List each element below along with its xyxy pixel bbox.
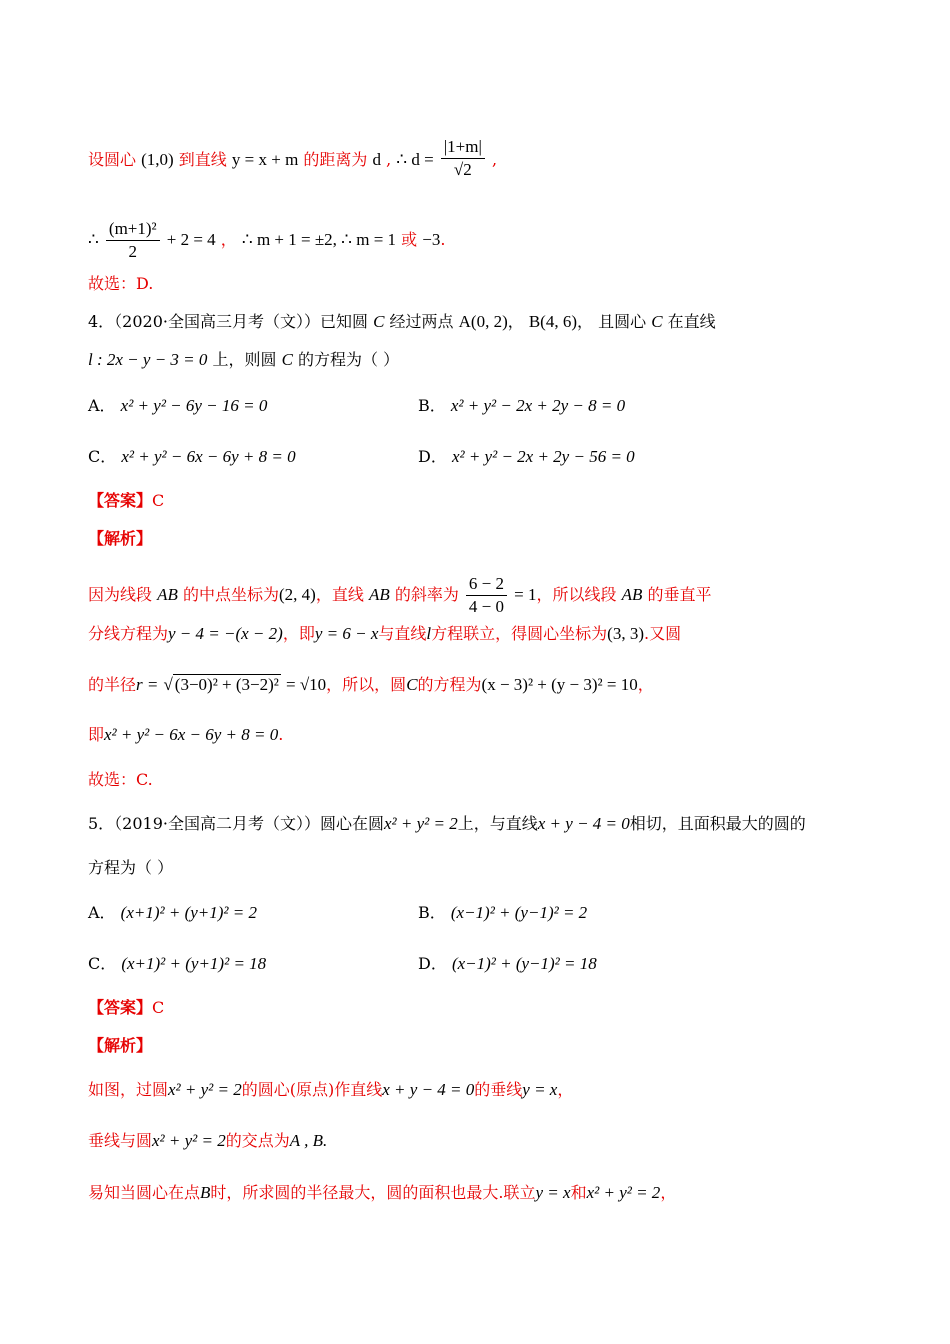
- answer-value: C: [152, 998, 165, 1017]
- q5-sol-line1: [88, 1080, 573, 1100]
- option-label: C．: [88, 447, 117, 466]
- option-math: x² + y² − 6x − 6y + 8 = 0: [121, 447, 296, 466]
- q4-analysis-tag: [88, 529, 152, 549]
- sqrt-symbol: √: [163, 675, 173, 694]
- fraction-denominator: 2: [128, 242, 138, 261]
- math: (3, 3): [607, 624, 644, 643]
- text: .又圆: [643, 624, 682, 643]
- math: d: [372, 150, 381, 169]
- math: ∴: [88, 230, 99, 249]
- math: x² + y² = 2: [586, 1183, 661, 1202]
- q5-stem-line1: [88, 814, 806, 834]
- stem-text: 5．（2019·全国高二月考（文））圆心在圆: [88, 814, 384, 833]
- math: ∴ d =: [396, 150, 434, 169]
- option-label: A．: [88, 903, 116, 922]
- text: 和: [570, 1183, 587, 1202]
- sol3-line1: 设圆心 (1,0) 到直线 y = x + m 的距离为 d , ∴ d = $\frac{|1+m|}{√2}$ ,: [88, 137, 498, 179]
- q5-sol-line3: [88, 1183, 676, 1203]
- q4-sol-line1: [88, 573, 711, 618]
- text: 的垂线: [474, 1080, 523, 1099]
- text: ，直线: [315, 585, 364, 604]
- q4-sol-line4: [88, 725, 283, 745]
- text: 分线方程为: [88, 624, 169, 643]
- text: 的交点为: [225, 1131, 290, 1150]
- option-label: B．: [418, 903, 446, 922]
- q4-option-c: [88, 447, 296, 467]
- q5-analysis-tag: [88, 1036, 152, 1056]
- option-label: B．: [418, 396, 446, 415]
- math: x² + y² − 6x − 6y + 8 = 0: [104, 725, 279, 744]
- text: ，所以线段: [536, 585, 617, 604]
- answer-tag: 【答案】: [88, 998, 153, 1017]
- math: (2, 4): [279, 585, 316, 604]
- math: x + y − 4 = 0: [537, 814, 630, 833]
- text: 或: [401, 230, 418, 249]
- fraction-denominator: √2: [453, 160, 472, 179]
- text: 的距离为: [303, 150, 368, 169]
- answer-tag: 【答案】: [88, 491, 153, 510]
- math: r =: [136, 675, 159, 694]
- analysis-tag: 【解析】: [88, 1036, 153, 1055]
- math: y = x: [535, 1183, 571, 1202]
- answer-value: C: [152, 491, 165, 510]
- q4-stem-line1: 4．（2020·全国高三月考（文））已知圆 C 经过两点 A(0, 2)， B(4, 6)， 且圆心 C 在直线: [88, 312, 716, 331]
- option-label: D．: [418, 447, 447, 466]
- text: 的斜率为: [394, 585, 459, 604]
- q5-option-a: [88, 903, 257, 923]
- math: x² + y² = 2: [152, 1131, 226, 1150]
- q4-conclusion: 故选：C.: [88, 770, 153, 789]
- q4-sol-line2: [88, 624, 681, 644]
- stem-text: 相切，且面积最大的圆的: [629, 814, 806, 833]
- stem-text: 在直线: [667, 312, 716, 331]
- q5-option-d: [418, 954, 597, 974]
- math: A(0, 2): [458, 312, 508, 331]
- text: 如图，过圆: [88, 1080, 169, 1099]
- fraction: [106, 218, 160, 263]
- math: C: [406, 675, 418, 694]
- q4-option-d: [418, 447, 635, 467]
- math: = 1: [514, 585, 537, 604]
- analysis-tag: 【解析】: [88, 529, 153, 548]
- option-math: (x+1)² + (y+1)² = 18: [121, 954, 267, 973]
- q4-option-a: [88, 396, 267, 416]
- math: −3: [422, 230, 441, 249]
- text: 的垂直平: [647, 585, 712, 604]
- text: ，: [637, 675, 654, 694]
- text: ，即: [282, 624, 315, 643]
- option-math: (x−1)² + (y−1)² = 2: [450, 903, 588, 922]
- stem-text: 经过两点: [389, 312, 454, 331]
- text: 方程联立，得圆心坐标为: [431, 624, 608, 643]
- q4-stem-line2: [88, 350, 399, 370]
- text: .: [278, 725, 284, 744]
- fraction-denominator: 4 − 0: [468, 597, 505, 616]
- math: (3−0)² + (3−2)²: [174, 675, 279, 694]
- q4-sol-line3: [88, 675, 654, 695]
- option-math: x² + y² − 6y − 16 = 0: [120, 396, 268, 415]
- text: 易知当圆心在点: [88, 1183, 201, 1202]
- math: x² + y² = 2: [384, 814, 458, 833]
- text: ，所以，圆: [326, 675, 407, 694]
- math: AB: [157, 585, 178, 604]
- math: y = 6 − x: [314, 624, 379, 643]
- text: 时，所求圆的半径最大，圆的面积也最大.联立: [210, 1183, 536, 1202]
- text: 因为线段: [88, 585, 153, 604]
- math: l : 2x − y − 3 = 0: [88, 350, 208, 369]
- text: 到直线: [178, 150, 227, 169]
- text: ，: [660, 1183, 677, 1202]
- text: 的圆心(原点)作直线: [241, 1080, 383, 1099]
- math: B(4, 6): [528, 312, 578, 331]
- math: y − 4 = −(x − 2): [168, 624, 283, 643]
- math: y = x: [522, 1080, 558, 1099]
- q4-answer: [88, 491, 164, 511]
- text: 即: [88, 725, 105, 744]
- q5-sol-line2: [88, 1131, 327, 1151]
- math: AB: [368, 585, 390, 604]
- math: x² + y² = 2: [168, 1080, 242, 1099]
- stem-text: 上，与直线: [457, 814, 538, 833]
- math: (1,0): [141, 150, 174, 169]
- q5-option-c: [88, 954, 266, 974]
- text: 的方程为: [417, 675, 482, 694]
- math: AB: [621, 585, 643, 604]
- q5-answer: [88, 998, 164, 1018]
- sol3-line2: ∴ $\frac{\text{(m+1)²}}{2}$ + 2 = 4 ， ∴ m + 1 = ±2, ∴ m = 1 或 −3.: [88, 219, 446, 261]
- stem-text: 且圆心: [598, 312, 647, 331]
- math: ∴ m + 1 = ±2, ∴ m = 1: [241, 230, 397, 249]
- option-label: D．: [418, 954, 447, 973]
- fraction: [466, 573, 507, 618]
- math: + 2 = 4: [166, 230, 216, 249]
- math: C: [281, 350, 293, 369]
- fraction-numerator: (m+1)²: [106, 218, 160, 241]
- q4-option-b: [418, 396, 625, 416]
- math: A , B.: [289, 1131, 328, 1150]
- sol3-conclusion: 故选：D.: [88, 274, 154, 293]
- fraction-numerator: |1+m|: [441, 136, 485, 159]
- fraction-numerator: 6 − 2: [466, 573, 507, 596]
- q5-stem-line2: 方程为（ ）: [88, 858, 174, 877]
- option-math: x² + y² − 2x + 2y − 8 = 0: [450, 396, 626, 415]
- option-label: C．: [88, 954, 117, 973]
- text: 的半径: [88, 675, 137, 694]
- option-math: (x+1)² + (y+1)² = 2: [120, 903, 257, 922]
- text: 与直线: [378, 624, 427, 643]
- math: y = x + m: [231, 150, 299, 169]
- text: 垂线与圆: [88, 1131, 153, 1150]
- stem-text: 的方程为（ ）: [298, 350, 400, 369]
- option-math: x² + y² − 2x + 2y − 56 = 0: [451, 447, 635, 466]
- math: B: [200, 1183, 211, 1202]
- math: = √10: [286, 675, 327, 694]
- option-math: (x−1)² + (y−1)² = 18: [451, 954, 597, 973]
- math: C: [373, 312, 385, 331]
- text: ，: [557, 1080, 574, 1099]
- math: l: [426, 624, 432, 643]
- math: x + y − 4 = 0: [382, 1080, 475, 1099]
- text: 设圆心: [88, 150, 137, 169]
- stem-text: 上，则圆: [212, 350, 277, 369]
- text: 的中点坐标为: [182, 585, 279, 604]
- fraction: [441, 136, 485, 181]
- q5-option-b: [418, 903, 587, 923]
- math: C: [651, 312, 663, 331]
- option-label: A．: [88, 396, 116, 415]
- stem-text: 4．（2020·全国高三月考（文））已知圆: [88, 312, 368, 331]
- math: (x − 3)² + (y − 3)² = 10: [481, 675, 638, 694]
